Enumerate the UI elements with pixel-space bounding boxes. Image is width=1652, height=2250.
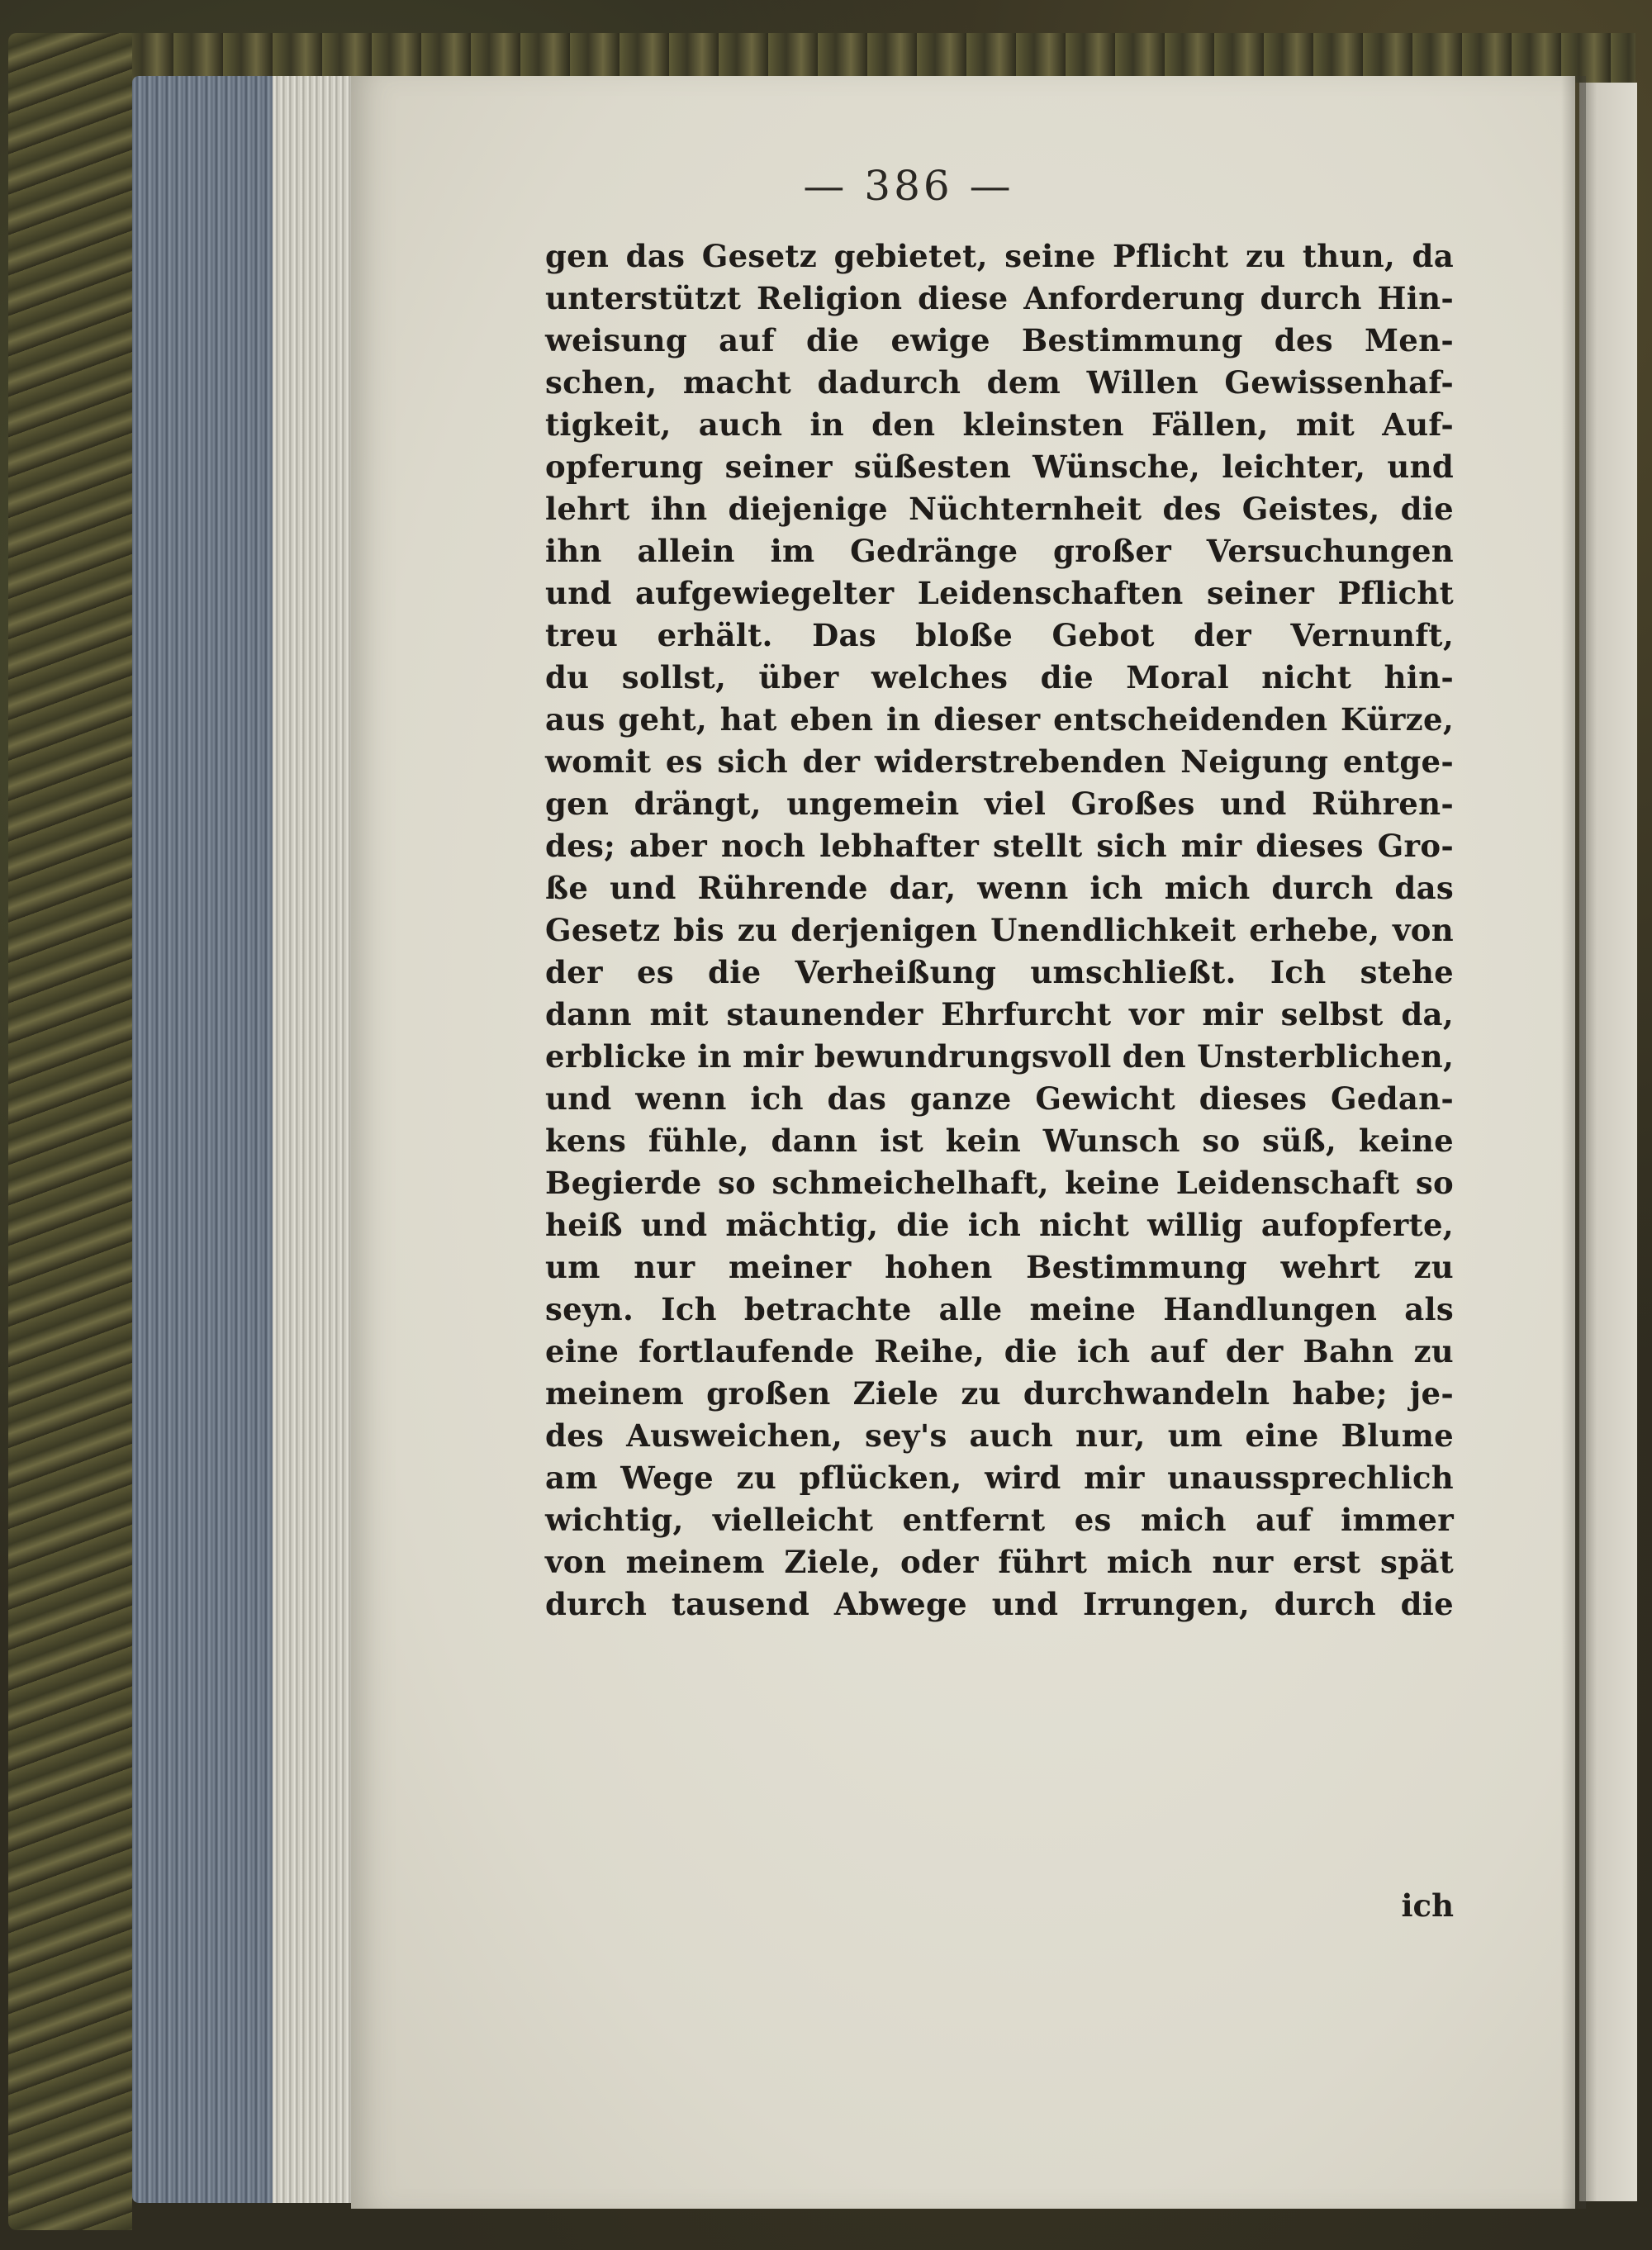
text-line: gen das Gesetz gebietet, seine Pflicht zu thun, da [545,238,1454,274]
text-line: treu erhält. Das bloße Gebot der Vernunft, [545,617,1454,653]
text-line: am Wege zu pflücken, wird mir unaussprechlich [545,1460,1454,1496]
text-line: dann mit staunender Ehrfurcht vor mir selbst da, [545,996,1454,1032]
text-line: und aufgewiegelter Leidenschaften seiner Pflicht [545,575,1454,611]
text-line: aus geht, hat eben in dieser entscheidenden Kürze, [545,701,1454,738]
text-line: erblicke in mir bewundrungsvoll den Unsterblichen, [545,1038,1455,1075]
text-line: um nur meiner hohen Bestimmung wehrt zu [545,1249,1454,1285]
page-text [545,235,1454,1626]
text-line: weisung auf die ewige Bestimmung des Men- [545,322,1454,358]
catchword: ich [1401,1887,1454,1924]
text-line: der es die Verheißung umschließt. Ich stehe [545,954,1454,990]
gutter-shadow [1561,76,1586,2209]
text-line: gen drängt, ungemein viel Großes und Rühren- [545,786,1454,822]
book-cover-left-edge [8,33,132,2230]
text-line: ße und Rührende dar, wenn ich mich durch das [545,870,1454,906]
text-line: Gesetz bis zu derjenigen Unendlichkeit erhebe, von [545,912,1454,948]
text-line: kens fühle, dann ist kein Wunsch so süß, keine [545,1123,1454,1159]
text-line: lehrt ihn diejenige Nüchternheit des Geistes, die [545,491,1454,527]
text-line: schen, macht dadurch dem Willen Gewissenhaf- [545,364,1454,401]
text-line: seyn. Ich betrachte alle meine Handlungen als [545,1291,1454,1327]
text-line: Begierde so schmeichelhaft, keine Leidenschaft so [545,1165,1454,1201]
text-line: du sollst, über welches die Moral nicht hin- [545,659,1454,695]
text-line: und wenn ich das ganze Gewicht dieses Gedan- [545,1080,1454,1117]
text-line: heiß und mächtig, die ich nicht willig aufopferte, [545,1207,1454,1243]
text-line: wichtig, vielleicht entfernt es mich auf immer [545,1502,1454,1538]
book-cover-top-edge [124,33,1635,83]
text-line: des; aber noch lebhafter stellt sich mir dieses Gro- [545,828,1454,864]
text-line: eine fortlaufende Reihe, die ich auf der Bahn zu [545,1333,1454,1369]
text-line: womit es sich der widerstrebenden Neigung entge- [545,743,1454,780]
facing-page-sliver [1579,83,1637,2201]
text-line: tigkeit, auch in den kleinsten Fällen, mit Auf- [545,406,1454,443]
text-line: ihn allein im Gedränge großer Versuchungen [545,533,1454,569]
page-block-edges-inner [273,76,355,2203]
text-line: von meinem Ziele, oder führt mich nur erst spät [545,1544,1454,1580]
page-number: — 386 — [803,162,1014,210]
text-line: opferung seiner süßesten Wünsche, leichter, und [545,449,1454,485]
text-line: meinem großen Ziele zu durchwandeln habe; je- [545,1375,1454,1412]
text-line: unterstützt Religion diese Anforderung durch Hin- [545,280,1454,316]
text-line: durch tausend Abwege und Irrungen, durch die [545,1586,1454,1622]
text-line: des Ausweichen, sey's auch nur, um eine Blume [545,1417,1454,1454]
